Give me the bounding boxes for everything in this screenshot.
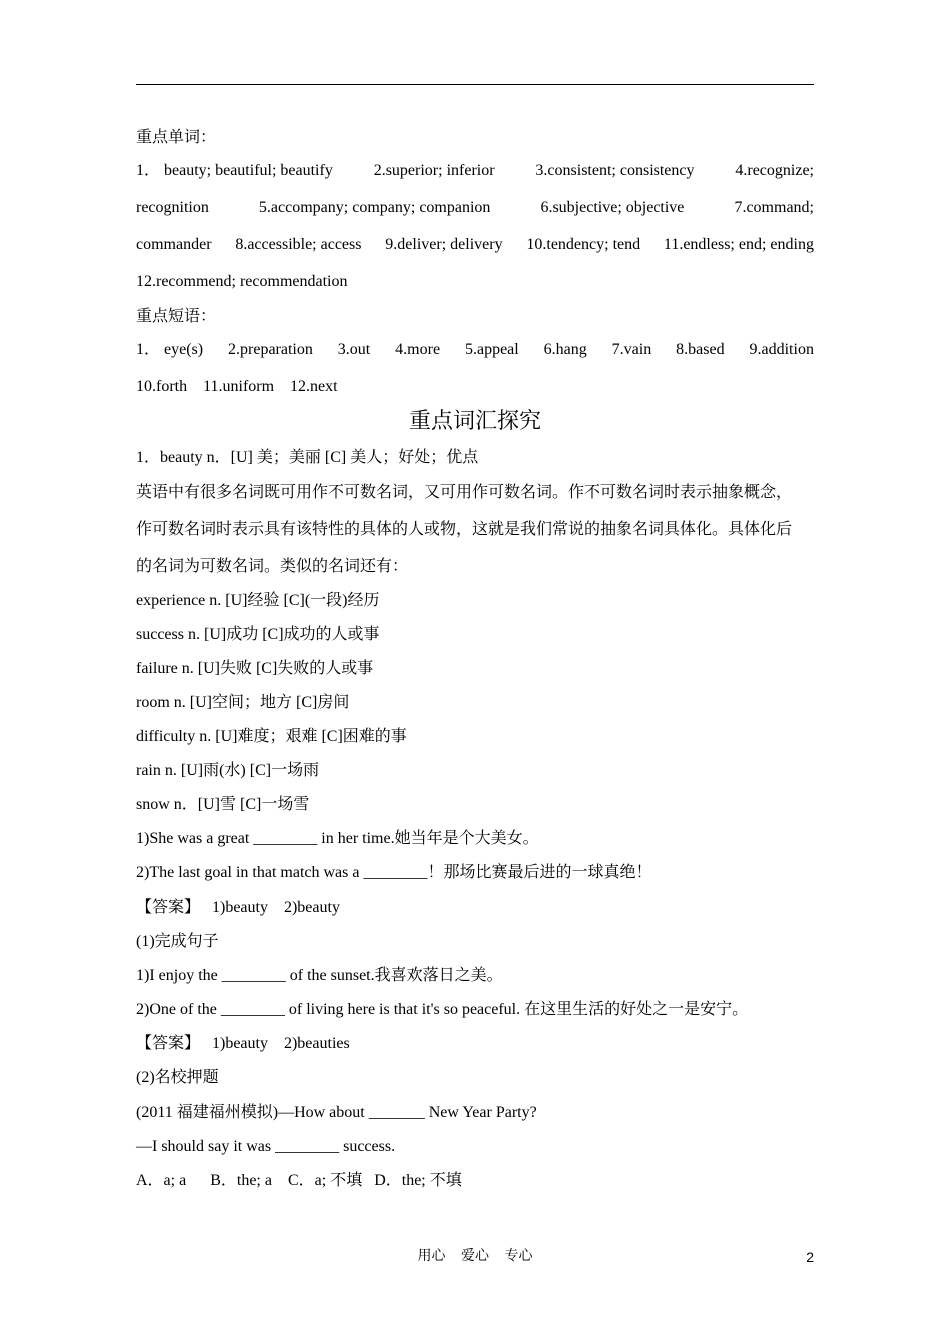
part-2-question-1: (2011 福建福州模拟)—How about _______ New Year Party? (136, 1104, 537, 1121)
footer-motto: 用心 爱心 专心 (417, 1249, 533, 1264)
phrase-item: 8.based (676, 341, 725, 358)
vocab-item: recognition (136, 199, 209, 216)
phrases-title: 重点短语： (136, 308, 217, 325)
vocab-item: 2.superior; inferior (373, 162, 495, 179)
vocab-item: 7.command; (734, 199, 814, 216)
vocab-item: 5.accompany; company; companion (258, 199, 491, 216)
vocab-line-4: 12.recommend; recommendation (136, 273, 348, 290)
part-1-question-1: 1)I enjoy the ________ of the sunset.我喜欢落日之美。 (136, 967, 503, 984)
phrase-item: 6.hang (543, 341, 587, 358)
vocab-item: 3.consistent; consistency (535, 162, 695, 179)
answer-1: 【答案】 1)beauty 2)beauty (136, 899, 340, 916)
explain-line-3: 的名词为可数名词。类似的名词还有： (136, 558, 409, 575)
phrase-item: 7.vain (611, 341, 652, 358)
phrase-item: 2.preparation (228, 341, 313, 358)
vocab-item: 4.recognize; (735, 162, 814, 179)
answer-options: A．a; a B．the; a C．a; 不填 D．the; 不填 (136, 1172, 462, 1189)
phrase-item: 5.appeal (464, 341, 519, 358)
noun-item: room n. [U]空间；地方 [C]房间 (136, 694, 350, 711)
noun-item: success n. [U]成功 [C]成功的人或事 (136, 626, 380, 643)
vocab-item: 8.accessible; access (235, 236, 362, 253)
noun-item: experience n. [U]经验 [C](一段)经历 (136, 592, 380, 609)
part-1-question-2: 2)One of the ________ of living here is that it's so peaceful. 在这里生活的好处之一是安宁。 (136, 1001, 749, 1018)
vocab-line-1 (136, 161, 814, 181)
vocab-title: 重点单词： (136, 129, 217, 146)
vocab-item: 6.subjective; objective (540, 199, 685, 216)
vocab-item: 1． beauty; beautiful; beautify (136, 162, 333, 179)
vocab-item: 11.endless; end; ending (663, 236, 814, 253)
phrase-item: 3.out (337, 341, 371, 358)
phrase-item: 4.more (395, 341, 441, 358)
phrase-item: 1． eye(s) (136, 341, 204, 358)
example-1: 1)She was a great ________ in her time.她当年是个大美女。 (136, 830, 539, 847)
header-rule (136, 84, 814, 85)
entry-line: 1．beauty n．[U] 美；美丽 [C] 美人；好处；优点 (136, 449, 479, 466)
page-number: 2 (806, 1249, 814, 1265)
part-2-question-2: —I should say it was ________ success. (136, 1138, 396, 1155)
noun-item: snow n．[U]雪 [C]一场雪 (136, 796, 310, 813)
phrases-line-2: 10.forth 11.uniform 12.next (136, 378, 338, 395)
explain-line-1: 英语中有很多名词既可用作不可数名词，又可用作可数名词。作不可数名词时表示抽象概念， (136, 484, 793, 501)
vocab-item: 9.deliver; delivery (385, 236, 503, 253)
phrases-line-1 (136, 340, 814, 360)
part-1-title: (1)完成句子 (136, 933, 219, 950)
noun-item: rain n. [U]雨(水) [C]一场雨 (136, 762, 320, 779)
part-2-title: (2)名校押题 (136, 1069, 219, 1086)
answer-2: 【答案】 1)beauty 2)beauties (136, 1035, 350, 1052)
vocab-item: 10.tendency; tend (526, 236, 641, 253)
noun-item: difficulty n. [U]难度；艰难 [C]困难的事 (136, 728, 407, 745)
vocab-line-2 (136, 198, 814, 218)
phrase-item: 9.addition (749, 341, 814, 358)
vocab-line-3 (136, 235, 814, 255)
noun-item: failure n. [U]失败 [C]失败的人或事 (136, 660, 374, 677)
vocab-item: commander (136, 236, 212, 253)
example-2: 2)The last goal in that match was a ________！那场比赛最后进的一球真绝！ (136, 864, 652, 881)
explain-line-2: 作可数名词时表示具有该特性的具体的人或物，这就是我们常说的抽象名词具体化。具体化后 (136, 521, 793, 538)
section-heading: 重点词汇探究 (408, 408, 541, 433)
